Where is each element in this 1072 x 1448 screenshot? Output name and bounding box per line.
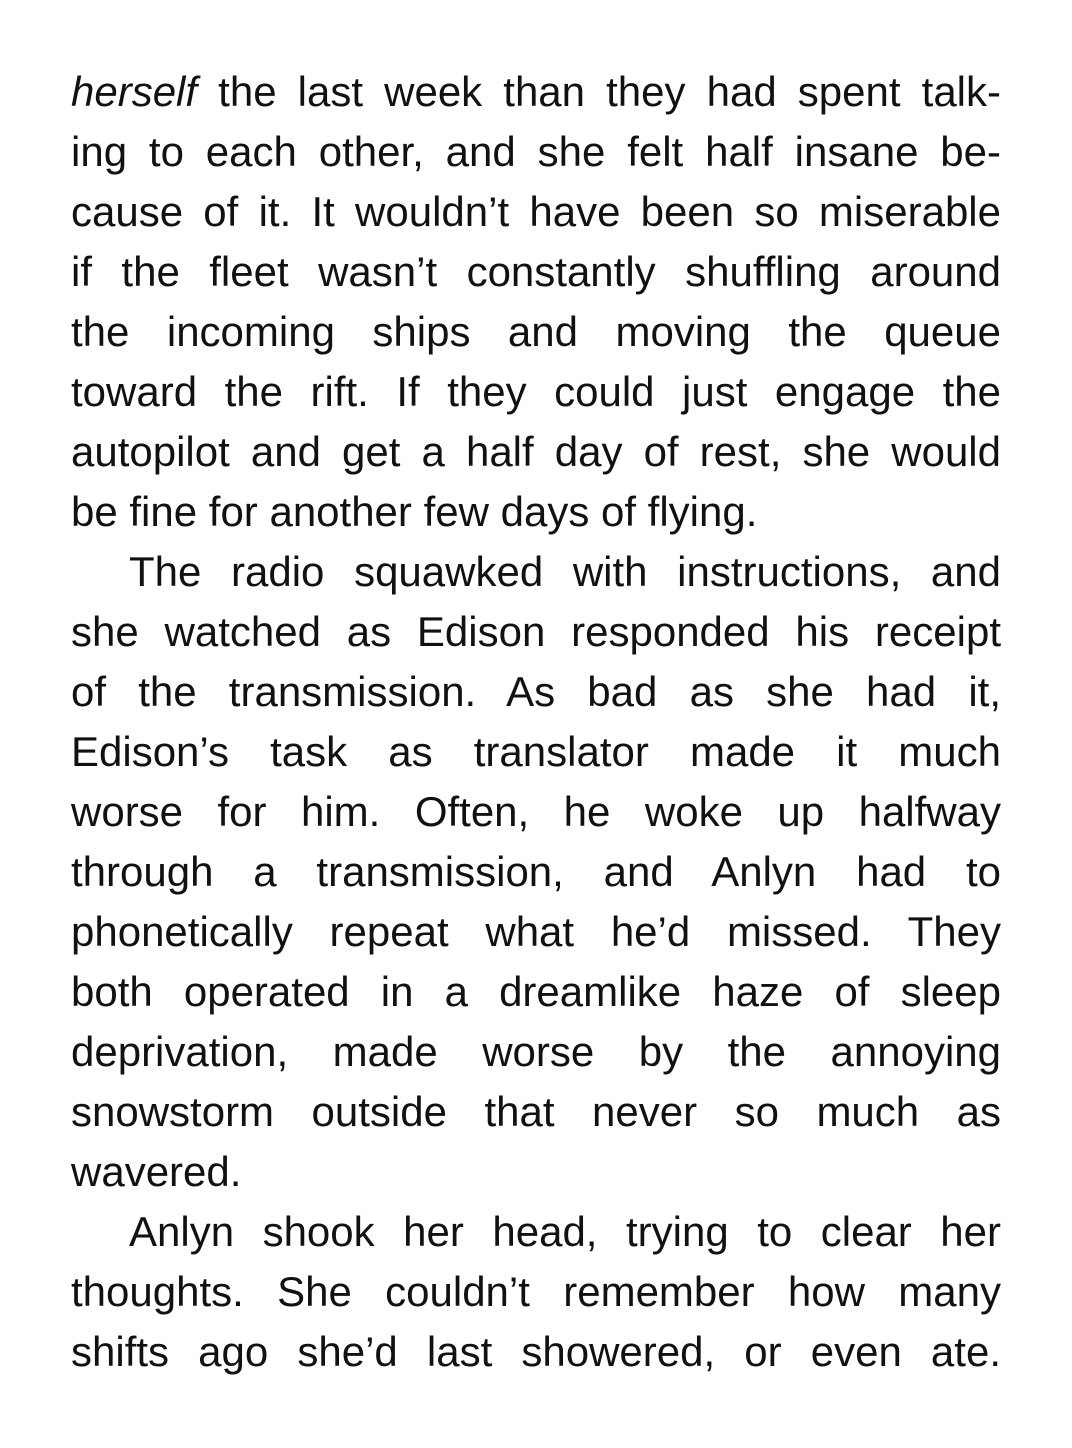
text-line-1 <box>71 62 1001 122</box>
line-text: the last week than they had spent talk- <box>197 68 1001 115</box>
text-line-9: The radio squawked with instructions, and <box>129 548 1001 595</box>
text-line-22: shifts ago she’d last showered, or even ate. <box>71 1328 1001 1375</box>
text-line-3: cause of it. It wouldn’t have been so miserable <box>71 188 1001 235</box>
text-line-17: deprivation, made worse by the annoying <box>71 1028 1001 1075</box>
text-line-21: thoughts. She couldn’t remember how many <box>71 1268 1001 1315</box>
text-line-18: snowstorm outside that never so much as <box>71 1088 1001 1135</box>
text-line-4: if the fleet wasn’t constantly shuffling around <box>71 248 1001 295</box>
text-line-5: the incoming ships and moving the queue <box>71 308 1001 355</box>
text-line-12: Edison’s task as translator made it much <box>71 728 1001 775</box>
text-line-11: of the transmission. As bad as she had it, <box>71 668 1001 715</box>
text-line-10: she watched as Edison responded his receipt <box>71 608 1001 655</box>
text-line-16: both operated in a dreamlike haze of sleep <box>71 968 1001 1015</box>
text-line-8: be fine for another few days of flying. <box>71 488 758 535</box>
italic-word: herself <box>71 68 198 115</box>
text-line-13: worse for him. Often, he woke up halfway <box>71 788 1001 835</box>
text-line-2: ing to each other, and she felt half insane be- <box>71 128 1001 175</box>
text-line-7: autopilot and get a half day of rest, she would <box>71 428 1001 475</box>
book-page <box>71 62 1001 1382</box>
text-line-19: wavered. <box>71 1148 242 1195</box>
text-line-6: toward the rift. If they could just engage the <box>71 368 1001 415</box>
text-line-14: through a transmission, and Anlyn had to <box>71 848 1001 895</box>
text-line-20: Anlyn shook her head, trying to clear her <box>129 1208 1001 1255</box>
text-line-15: phonetically repeat what he’d missed. They <box>71 908 1001 955</box>
